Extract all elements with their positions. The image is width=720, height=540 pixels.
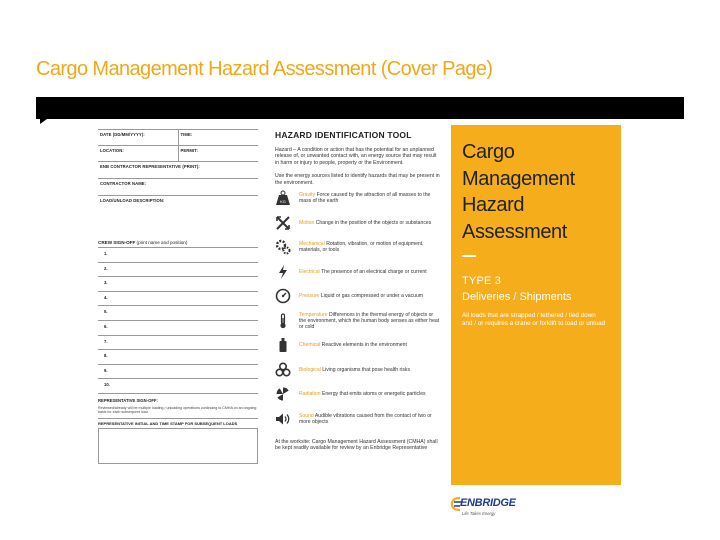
form-row-location-permit [98, 145, 258, 161]
hazard-item-gravity [275, 186, 440, 211]
crew-row[interactable]: 4. [98, 291, 258, 306]
form-row-load [98, 195, 258, 234]
chemical-icon [275, 337, 291, 353]
hazard-name: Chemical [299, 342, 321, 349]
hazard-item-biological [275, 358, 440, 383]
hazard-desc: Living organisms that pose health risks [322, 366, 411, 373]
motion-icon [275, 215, 291, 231]
hazard-item-text [299, 293, 423, 299]
hazard-item-motion [275, 211, 440, 236]
rep-sign-off-field[interactable]: REPRESENTATIVE SIGN-OFF: [98, 397, 158, 403]
date-field[interactable]: DATE (DD/MM/YYYY): [100, 132, 145, 137]
crew-row[interactable]: 3. [98, 276, 258, 291]
electrical-icon [275, 264, 291, 280]
slide-title: Cargo Management Hazard Assessment (Cover Page) [36, 58, 493, 80]
radiation-icon [275, 386, 291, 402]
gravity-icon [275, 190, 291, 206]
form-row-rep [98, 161, 258, 178]
hazard-item-text [299, 241, 440, 253]
logo-wordmark: ENBRIDGE [460, 497, 516, 509]
cover-panel [451, 125, 621, 485]
crew-row[interactable]: 7. [98, 335, 258, 350]
crew-sign-off-sub: (print name and position) [136, 240, 188, 245]
hazard-item-radiation [275, 382, 440, 407]
cover-title-line: Hazard [462, 194, 525, 216]
time-field[interactable]: TIME: [178, 130, 259, 145]
logo-tagline: Life Takes Energy [462, 511, 496, 516]
temperature-icon [275, 313, 291, 329]
sound-icon [275, 411, 291, 427]
crew-row[interactable]: 6. [98, 320, 258, 335]
biological-icon [275, 362, 291, 378]
hazard-desc: Reactive elements in the environment [321, 342, 407, 349]
cover-type: TYPE 3 [462, 275, 502, 287]
cover-title-line: Management [462, 167, 575, 190]
hazard-item-sound [275, 407, 440, 432]
crew-row[interactable]: 5. [98, 305, 258, 320]
worksite-note: At the worksite: Cargo Management Hazard Assessment (CMHA) shall be kept readily available for review by an Enbridge Representative [275, 439, 438, 452]
hazard-name: Motion [299, 219, 315, 226]
crew-row[interactable]: 2. [98, 262, 258, 277]
hazard-desc: Force caused by the attraction of all masses to the mass of the earth [299, 192, 431, 205]
hazard-item-text [299, 312, 440, 330]
hazard-name: Pressure [299, 293, 320, 300]
title-bar [36, 97, 684, 119]
hazard-item-text [299, 269, 427, 275]
pressure-icon [275, 288, 291, 304]
crew-row[interactable]: 9. [98, 364, 258, 379]
form-row-date-time [98, 129, 258, 145]
cover-title [462, 139, 575, 245]
form-row-contractor [98, 178, 258, 195]
hazard-item-temperature [275, 309, 440, 334]
rep-sign-off-section [98, 393, 258, 415]
hazard-desc: Differences in the thermal energy of objects or the environment, which the human body senses as either heat or cold [299, 311, 440, 330]
hazard-identification-tool [275, 130, 440, 451]
hazard-item-pressure [275, 284, 440, 309]
subsequent-loads-note: Reviewed/already will be multiple loading / unloading operations continuing to CMHA on an ongoing basis for each subsequent load. [98, 405, 257, 415]
hazard-item-text [299, 413, 440, 425]
hazard-item-mechanical [275, 235, 440, 260]
hazard-item-chemical [275, 333, 440, 358]
cover-description: All loads that are strapped / tethered / tied down and / or requires a crane or forklift to load or unload [462, 312, 606, 327]
cover-title-line: Assessment [462, 220, 567, 243]
hazard-item-text [299, 391, 426, 397]
hazard-item-text [299, 342, 407, 348]
stamp-heading: REPRESENTATIVE INITIAL AND TIME STAMP FOR SUBSEQUENT LOADS [98, 418, 258, 426]
hazard-item-text [299, 192, 440, 204]
load-description-field[interactable]: LOAD/UNLOAD DESCRIPTION: [100, 198, 165, 203]
hazard-desc: Energy that emits atoms or energetic particles [321, 391, 426, 398]
hazard-tool-title: HAZARD IDENTIFICATION TOOL [275, 130, 412, 140]
crew-row[interactable]: 1. [98, 247, 258, 262]
cover-subtitle: Deliveries / Shipments [462, 291, 572, 303]
hazard-instructions: Use the energy sources listed to identify hazards that may be present in the environment. [275, 173, 440, 186]
crew-row[interactable]: 10. [98, 378, 258, 393]
hazard-name: Electrical [299, 268, 320, 275]
hazard-item-text [299, 220, 431, 226]
hazard-item-electrical [275, 260, 440, 285]
hazard-desc: The presence of an electrical charge or current [321, 268, 427, 275]
stamp-box[interactable] [98, 428, 258, 464]
cover-divider [462, 255, 476, 257]
hazard-name: Biological [299, 366, 321, 373]
contractor-field[interactable]: CONTRACTOR NAME: [100, 181, 147, 186]
title-bar-notch [40, 119, 47, 124]
hazard-desc: Liquid or gas compressed or under a vacuum [320, 293, 424, 300]
enbridge-logo [450, 492, 550, 522]
hazard-desc: Audible vibrations caused from the contact of two or more objects [299, 412, 432, 425]
crew-sign-off-label: CREW SIGN-OFF [98, 240, 136, 245]
hazard-definition: Hazard – A condition or action that has the potential for an unplanned release of, or unwanted contact with, an energy source that may result in harm or injury to people, property or the Environment. [275, 147, 437, 166]
hazard-item-text [299, 367, 410, 373]
hazard-name: Temperature [299, 311, 328, 318]
hazard-desc: Rotation, vibration, or motion of equipment, materials, or tools [299, 241, 424, 254]
assessment-form [98, 129, 258, 464]
crew-row[interactable]: 8. [98, 349, 258, 364]
crew-sign-off-heading [98, 238, 258, 247]
svg-text:KG: KG [280, 199, 286, 205]
hazard-name: Radiation [299, 391, 321, 398]
hazard-desc: Change in the position of the objects or substances [315, 219, 432, 226]
permit-field[interactable]: PERMIT: [178, 146, 259, 161]
location-field[interactable]: LOCATION: [100, 148, 124, 153]
representative-field[interactable]: ENB CONTRACTOR REPRESENTATIVE (PRINT): [100, 164, 200, 169]
cover-title-line: Cargo [462, 141, 515, 163]
mechanical-icon [275, 239, 291, 255]
hazard-name: Sound [299, 412, 314, 419]
hazard-name: Gravity [299, 192, 316, 199]
hazard-name: Mechanical [299, 241, 325, 248]
